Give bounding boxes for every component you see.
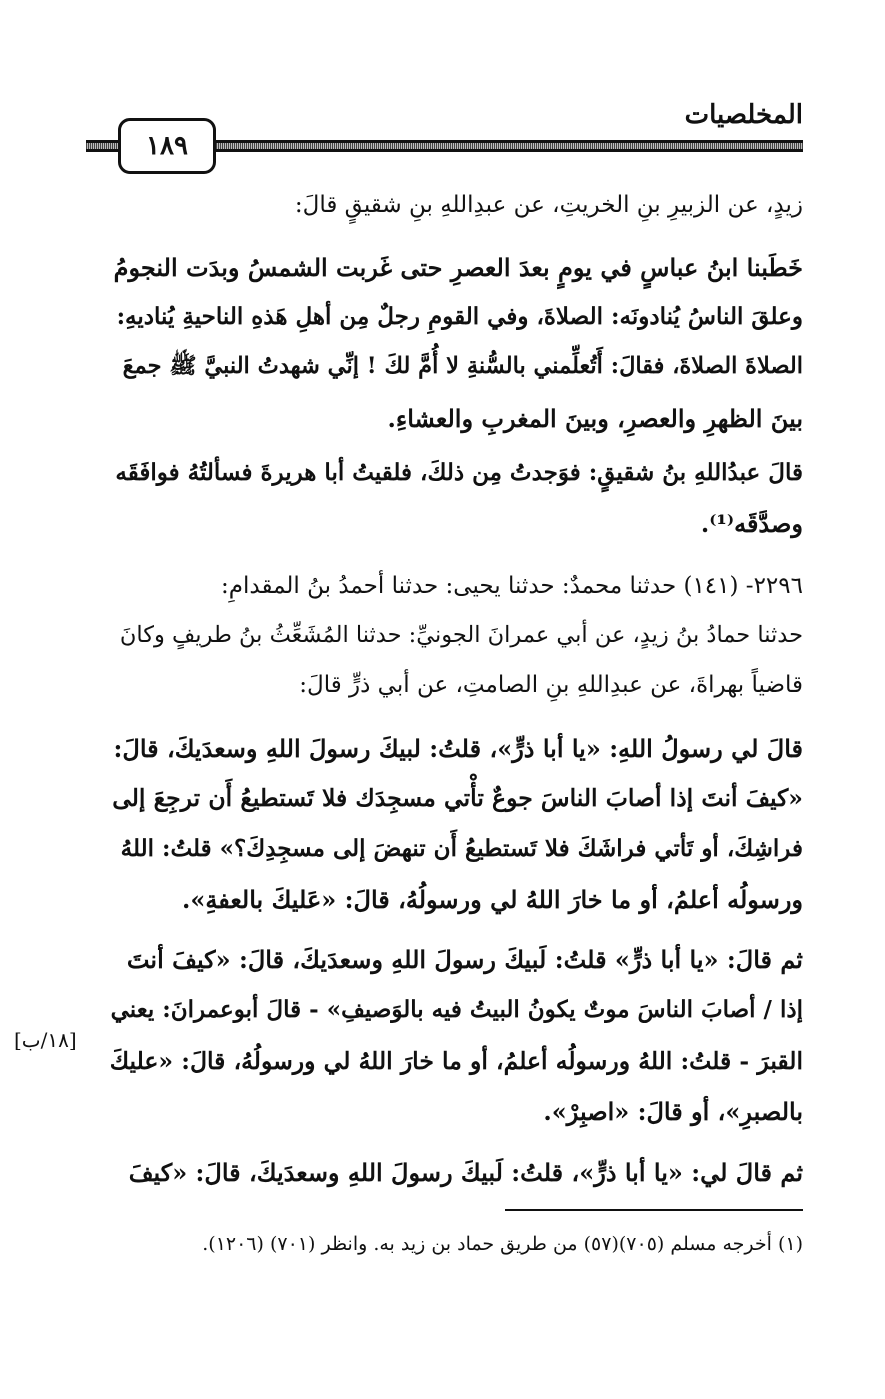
text-line: «كيفَ أنتَ إذا أصابَ الناسَ جوعٌ تأْتي مسجِدَك فلا تَستطيعُ أَن ترجِعَ إلى	[112, 784, 803, 812]
text-line: ثم قالَ: «يا أبا ذرٍّ» قلتُ: لَبيكَ رسولَ اللهِ وسعدَيكَ، قالَ: «كيفَ أنتَ	[126, 945, 803, 974]
text-line: بالصبرِ»، أو قالَ: «اصبِرْ».	[543, 1097, 803, 1126]
manuscript-folio-note: [١٨/ب]	[14, 1028, 77, 1052]
footnote: (١) أخرجه مسلم (٧٠٥)(٥٧) من طريق حماد بن زيد به. وانظر (٧٠١) (١٢٠٦).	[202, 1233, 803, 1255]
text-line: الصلاةَ الصلاةَ، فقالَ: أَتُعلِّمني بالسُّنةِ لا أُمَّ لكَ ! إنِّي شهدتُ النبيَّ ﷺ جمعَ	[122, 353, 803, 379]
text-line: وعلقَ الناسُ يُنادونَه: الصلاةَ، وفي القومِ رجلٌ مِن أهلِ هَذهِ الناحيةِ يُناديهِ:	[116, 303, 803, 330]
text-line: زيدٍ، عن الزبيرِ بنِ الخريتِ، عن عبدِاللهِ بنِ شقيقٍ قالَ:	[294, 192, 803, 218]
text-line: حدثنا حمادُ بنُ زيدٍ، عن أبي عمرانَ الجونيِّ: حدثنا المُشَعِّثُ بنُ طريفٍ وكانَ	[119, 622, 803, 648]
footnote-rule	[505, 1209, 803, 1211]
text-line: ٢٢٩٦- (١٤١) حدثنا محمدٌ: حدثنا يحيى: حدثنا أحمدُ بنُ المقدامِ:	[221, 573, 803, 599]
text-line: بينَ الظهرِ والعصرِ، وبينَ المغربِ والعشاءِ.	[387, 404, 803, 433]
text-line: قالَ عبدُاللهِ بنُ شقيقٍ: فوَجدتُ مِن ذلكَ، فلقيتُ أبا هريرةَ فسألتُهُ فوافَقَه	[115, 459, 803, 486]
text-line: وصدَّقَه⁽¹⁾.	[700, 509, 803, 538]
page-number: ١٨٩	[118, 118, 216, 174]
text-line: خَطَبنا ابنُ عباسٍ في يومٍ بعدَ العصرِ حتى غَربت الشمسُ وبدَت النجومُ	[113, 253, 803, 282]
text-line: إذا / أصابَ الناسَ موتٌ يكونُ البيتُ فيه بالوَصيفِ» - قالَ أبوعمرانَ: يعني	[110, 996, 803, 1023]
text-line: قالَ لي رسولُ اللهِ: «يا أبا ذرٍّ»، قلتُ: لبيكَ رسولَ اللهِ وسعدَيكَ، قالَ:	[113, 734, 803, 763]
running-header-title: المخلصيات	[684, 100, 803, 130]
text-line: ثم قالَ لي: «يا أبا ذرٍّ»، قلتُ: لَبيكَ رسولَ اللهِ وسعدَيكَ، قالَ: «كيفَ	[128, 1158, 803, 1187]
text-line: ورسولُه أعلمُ، أو ما خارَ اللهُ لي ورسولُهُ، قالَ: «عَليكَ بالعفةِ».	[181, 885, 803, 914]
text-line: القبرَ - قلتُ: اللهُ ورسولُه أعلمُ، أو ما خارَ اللهُ لي ورسولُهُ، قالَ: «عليكَ	[109, 1047, 803, 1075]
text-line: قاضياً بهراةَ، عن عبدِاللهِ بنِ الصامتِ، عن أبي ذرٍّ قالَ:	[299, 672, 803, 698]
text-line: فراشِكَ، أو تَأتي فراشَكَ فلا تَستطيعُ أَن تنهضَ إلى مسجِدِكَ؟» قلتُ: اللهُ	[120, 835, 803, 862]
